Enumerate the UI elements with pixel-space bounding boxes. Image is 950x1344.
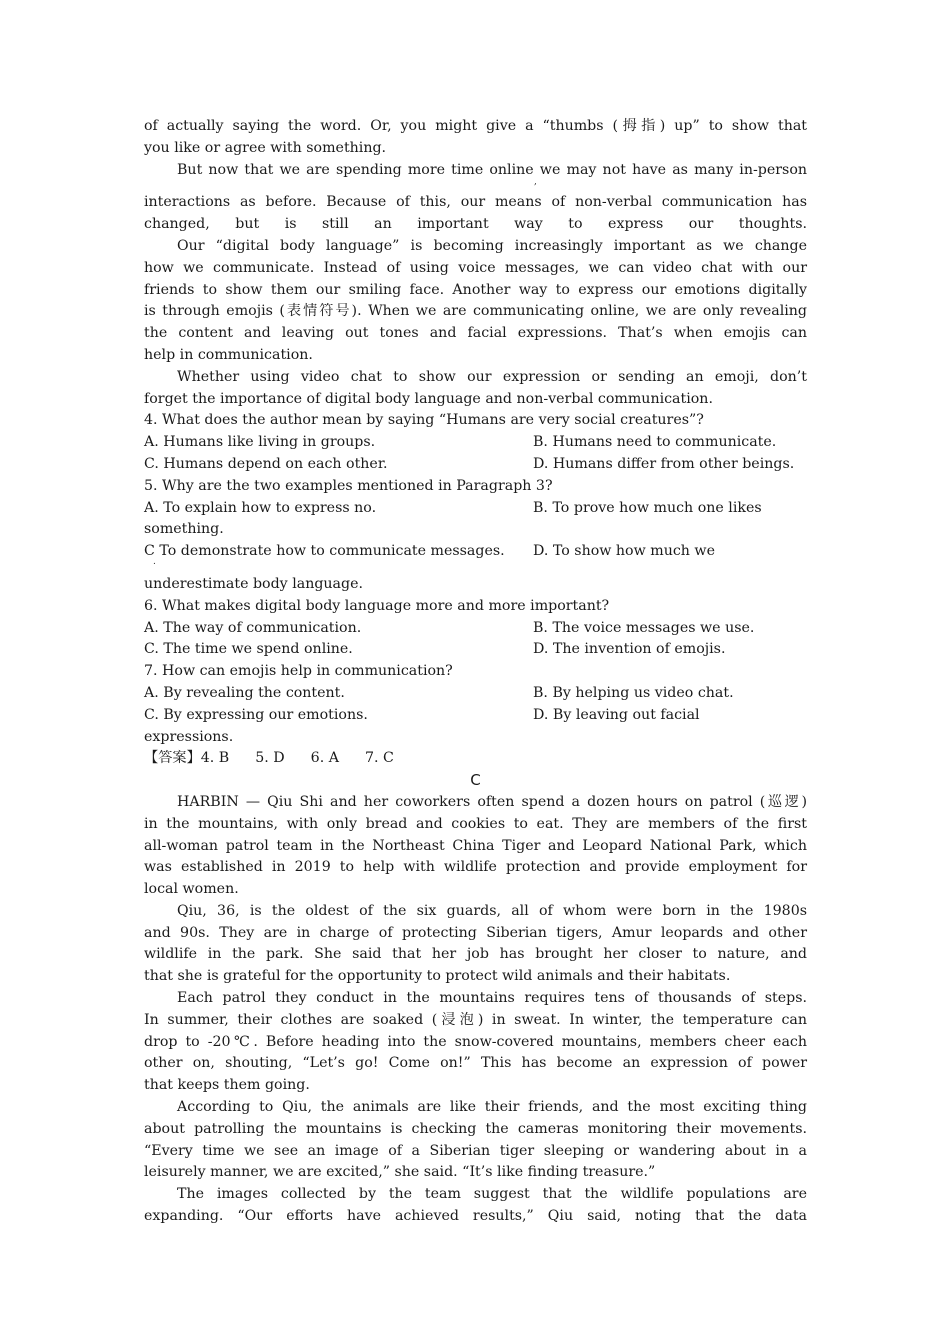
text-line: Our “digital body language” is becoming increasingly important as we change [177,237,807,254]
text-line: all-woman patrol team in the Northeast China Tiger and Leopard National Park, which [144,837,807,854]
question-7 [144,661,807,748]
document-page [144,116,807,1228]
text-line: expanding. “Our efforts have achieved results,” Qiu said, noting that the data [144,1208,807,1225]
question-4 [144,410,807,475]
text-line: changed, but is still an important way to express our thoughts. [144,216,807,233]
text-line: Each patrol they conduct in the mountains requires tens of thousands of steps. [177,990,807,1007]
text-line: “Every time we see an image of a Siberian tiger sleeping or wandering about in a [144,1142,807,1159]
text-line: you like or agree with something. [144,139,387,156]
text-line: how we communicate. Instead of using voice messages, we can video chat with our [144,259,807,276]
question-stem: 7. How can emojis help in communication? [144,663,453,680]
option-d-continuation: expressions. [144,728,234,745]
question-stem: 6. What makes digital body language more and more important? [144,597,610,614]
question-6 [144,596,807,661]
option-a: A. The way of communication. [144,619,362,636]
answer-4: 4. B [200,750,230,767]
stray-comma: , [534,176,537,187]
text-line: According to Qiu, the animals are like their friends, and the most exciting thing [177,1099,807,1116]
text-line: that keeps them going. [144,1077,310,1094]
question-stem: 5. Why are the two examples mentioned in Paragraph 3? [144,477,553,494]
paragraph-c2 [144,901,807,988]
option-a: A. By revealing the content. [144,684,345,701]
option-b: B. Humans need to communicate. [533,434,777,451]
option-c: C. The time we spend online. [144,641,353,658]
option-d-continuation: underestimate body language. [144,575,363,592]
text-line: about patrolling the mountains is checking the cameras monitoring their movements. [144,1120,807,1137]
text-line: The images collected by the team suggest that the wildlife populations are [177,1186,807,1203]
option-row [144,683,807,705]
option-b: B. The voice messages we use. [533,619,755,636]
option-row [144,454,807,476]
text-line: local women. [144,881,239,898]
option-c: C. Humans depend on each other. [144,455,388,472]
text-line: other on, shouting, “Let’s go! Come on!” This has become an expression of power [144,1055,807,1072]
answer-6: 6. A [310,750,339,767]
paragraph-thumbs [144,116,807,160]
question-5 [144,476,807,596]
text-line: was established in 2019 to help with wildlife protection and provide employment for [144,859,807,876]
option-d: D. The invention of emojis. [533,641,726,658]
text-line: that she is grateful for the opportunity to protect wild animals and their habitats. [144,968,731,985]
option-a: A. To explain how to express no. [144,499,377,516]
section-heading-c: C [470,771,481,790]
option-d: D. By leaving out facial [533,706,700,723]
answer-key [144,748,807,770]
stray-dot: . [153,556,156,567]
option-row [144,639,807,661]
option-b: B. To prove how much one likes [533,499,762,516]
option-c: C To demonstrate how to communicate messages. [144,543,505,560]
option-d: D. Humans differ from other beings. [533,455,795,472]
option-b-continuation: something. [144,521,224,538]
paragraph-digital-body-language [144,236,807,367]
text-line: friends to show them our smiling face. Another way to express our emotions digitally [144,281,807,298]
option-row [144,618,807,640]
text-line: But now that we are spending more time online we may not have as many in-person [177,161,807,178]
text-line: and 90s. They are in charge of protecting Siberian tigers, Amur leopards and other [144,924,807,941]
option-row [144,432,807,454]
text-line: HARBIN — Qiu Shi and her coworkers often spend a dozen hours on patrol (巡逻) [177,793,807,810]
text-line: Whether using video chat to show our expression or sending an emoji, don’t [177,368,807,385]
text-line: is through emojis (表情符号). When we are communicating online, we are only revealing [144,303,807,320]
option-row [144,498,807,520]
paragraph-c1 [144,792,807,901]
answer-5: 5. D [255,750,285,767]
paragraph-c3 [144,988,807,1097]
option-b: B. By helping us video chat. [533,684,734,701]
option-a: A. Humans like living in groups. [144,434,376,451]
text-line: interactions as before. Because of this, our means of non-verbal communication has [144,194,807,211]
text-line: forget the importance of digital body language and non-verbal communication. [144,390,713,407]
text-line: wildlife in the park. She said that her job has brought her closer to nature, and [144,946,807,963]
paragraph-c4 [144,1097,807,1184]
text-line: of actually saying the word. Or, you might give a “thumbs (拇指) up” to show that [144,118,807,134]
text-line: drop to -20℃. Before heading into the snow-covered mountains, members cheer each [144,1033,807,1050]
text-line: help in communication. [144,346,313,363]
option-row [144,705,807,727]
text-line: Qiu, 36, is the oldest of the six guards, all of whom were born in the 1980s [177,902,807,919]
question-stem: 4. What does the author mean by saying “Humans are very social creatures”? [144,412,704,429]
paragraph-online [144,160,807,236]
option-d: D. To show how much we [533,543,715,560]
paragraph-whether [144,367,807,411]
text-line: in the mountains, with only bread and cookies to eat. They are members of the first [144,815,807,832]
text-line: leisurely manner, we are excited,” she said. “It’s like finding treasure.” [144,1164,656,1181]
option-c: C. By expressing our emotions. [144,706,368,723]
option-row [144,541,807,563]
answer-label: 【答案】 [144,750,201,767]
paragraph-c5 [144,1184,807,1228]
answer-7: 7. C [364,750,394,767]
text-line: the content and leaving out tones and facial expressions. That’s when emojis can [144,325,807,342]
text-line: In summer, their clothes are soaked (浸泡) in sweat. In winter, the temperature can [144,1011,807,1028]
